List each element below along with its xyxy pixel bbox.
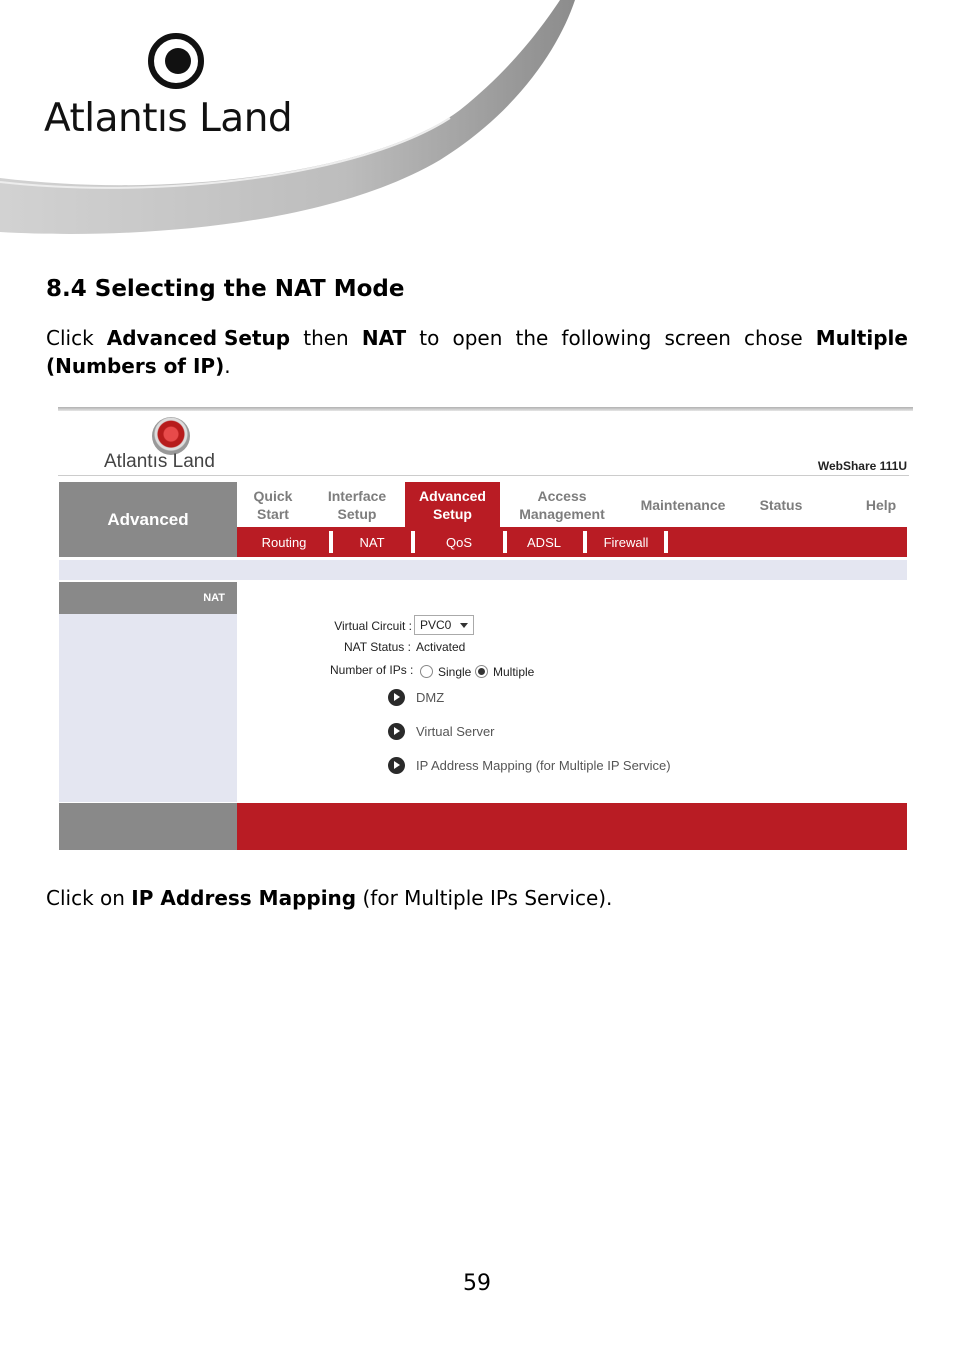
- submenu-qos[interactable]: QoS: [445, 534, 472, 550]
- router-screenshot: [52, 405, 913, 855]
- menu-interface-setup[interactable]: [315, 482, 399, 527]
- submenu-divider: [583, 531, 587, 553]
- link-dmz[interactable]: DMZ: [416, 690, 445, 705]
- menu-label: Interface: [327, 487, 387, 504]
- screenshot-top-border: [58, 407, 913, 411]
- menu-label: Start: [257, 505, 289, 522]
- section-title: 8.4 Selecting the NAT Mode: [46, 276, 405, 302]
- logo-ring-icon: [148, 33, 204, 89]
- intro-word: the: [515, 326, 549, 350]
- arrow-right-circle-icon[interactable]: [388, 723, 405, 740]
- nat-status-label: NAT Status :: [344, 640, 411, 654]
- closing-pre: Click on: [46, 886, 125, 910]
- link-ip-address-mapping[interactable]: IP Address Mapping (for Multiple IP Service): [416, 758, 671, 773]
- menu-label: Setup: [433, 505, 472, 522]
- intro-word: Click: [46, 326, 94, 350]
- radio-multiple[interactable]: [475, 665, 488, 678]
- nat-section-label: NAT: [59, 582, 237, 614]
- closing-bold: IP Address Mapping: [131, 886, 357, 910]
- side-title: Advanced: [59, 482, 237, 557]
- intro-word: following: [561, 326, 652, 350]
- submenu-divider: [329, 531, 333, 553]
- radio-multiple-label: Multiple: [493, 665, 535, 679]
- router-logo-text: Atlantıs Land: [104, 451, 215, 472]
- submenu-routing[interactable]: Routing: [261, 534, 307, 550]
- menu-quick-start[interactable]: [237, 482, 309, 527]
- logo-text: Atlantıs Land: [44, 96, 293, 141]
- intro-paragraph: [46, 324, 908, 380]
- submenu-divider: [664, 531, 668, 553]
- router-logo-icon: [152, 417, 190, 455]
- intro-bold-advanced-setup: Advanced Setup: [106, 326, 291, 350]
- submenu-divider: [503, 531, 507, 553]
- sub-menu: [237, 527, 907, 557]
- menu-maintenance[interactable]: Maintenance: [640, 496, 726, 513]
- closing-paragraph: [46, 886, 612, 910]
- submenu-divider: [411, 531, 415, 553]
- submenu-firewall[interactable]: Firewall: [603, 534, 649, 550]
- submenu-nat[interactable]: NAT: [359, 534, 385, 550]
- left-column: [59, 614, 237, 802]
- top-menu: [237, 482, 907, 527]
- submenu-adsl[interactable]: ADSL: [527, 534, 561, 550]
- menu-label: Advanced: [419, 487, 486, 504]
- intro-word: chose: [744, 326, 803, 350]
- menu-help[interactable]: Help: [865, 496, 897, 513]
- intro-word: screen: [664, 326, 731, 350]
- menu-advanced-setup[interactable]: [405, 482, 500, 527]
- content-band: [59, 560, 907, 580]
- page-number: 59: [463, 1271, 491, 1296]
- router-logo: [104, 417, 244, 477]
- menu-status[interactable]: Status: [759, 496, 803, 513]
- intro-bold-multiple: Multiple: [815, 326, 908, 350]
- intro-bold-numbers-of-ip: (Numbers of IP): [46, 354, 225, 378]
- radio-single[interactable]: [420, 665, 433, 678]
- intro-word: to: [419, 326, 440, 350]
- arrow-right-circle-icon[interactable]: [388, 757, 405, 774]
- intro-word: then: [303, 326, 349, 350]
- chevron-down-icon: [460, 623, 468, 628]
- intro-end: .: [224, 354, 231, 378]
- number-of-ips-label: Number of IPs :: [330, 663, 414, 677]
- header-divider: [58, 475, 909, 476]
- footer-left: [59, 803, 237, 850]
- arrow-right-circle-icon[interactable]: [388, 689, 405, 706]
- radio-single-label: Single: [438, 665, 472, 679]
- device-model: WebShare 111U: [817, 459, 907, 473]
- closing-post: (for Multiple IPs Service).: [362, 886, 613, 910]
- virtual-circuit-label: Virtual Circuit :: [334, 619, 412, 633]
- menu-access-management[interactable]: [507, 482, 617, 527]
- menu-label: Quick: [253, 487, 293, 504]
- menu-label: Management: [519, 505, 605, 522]
- intro-word: open: [452, 326, 503, 350]
- intro-bold-nat: NAT: [361, 326, 407, 350]
- nat-status-value: Activated: [416, 640, 466, 654]
- menu-label: Access: [537, 487, 587, 504]
- virtual-circuit-value: PVC0: [420, 618, 452, 632]
- brand-logo: [44, 30, 314, 142]
- menu-label: Setup: [337, 505, 377, 522]
- footer-right: [237, 803, 907, 850]
- virtual-circuit-select[interactable]: [414, 615, 474, 635]
- link-virtual-server[interactable]: Virtual Server: [416, 724, 495, 739]
